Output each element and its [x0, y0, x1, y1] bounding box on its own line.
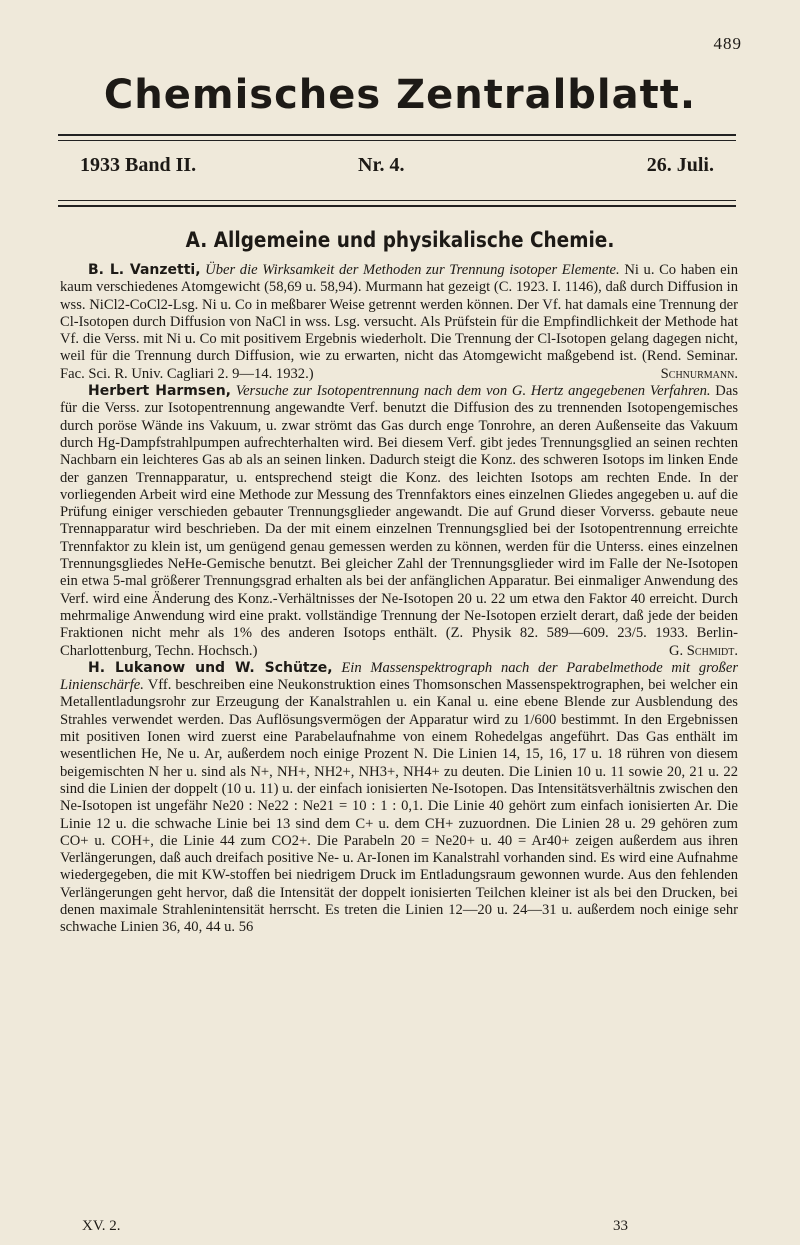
issue-line [80, 154, 714, 182]
article-body [60, 262, 738, 937]
bottom-rule-thin [58, 200, 736, 201]
article-2-author: Herbert Harmsen, [88, 383, 231, 400]
article-1-text: Ni u. Co haben ein kaum verschiedenes Atomgewicht (58,69 u. 58,94). Murmann hat gezeigt (C. 1923. I. 1146), daß durch Diffusion in wss. NiCl2-CoCl2-Lsg. Ni u. Co in meßbarer Weise getrennt werden können. Der Vf. hat damals eine Trennung der Cl-Isotopen durch Diffusion von NaCl in wss. Lsg. versucht. Als Prüfstein für die Empfindlichkeit der Methode hat Vf. die Verss. mit Ni u. Co mit positivem Ergebnis wiederholt. Die Trennung der Cl-Isotopen gelang dagegen nicht, weil für die Trennung durch Diffusion, wie zu erwarten, nicht das Atomgewicht maßgebend ist. (Rend. Seminar. Fac. Sci. R. Univ. Cagliari 2. 9—14. 1932.) [60, 262, 739, 382]
article-3 [60, 660, 738, 937]
section-title: A. Allgemeine und physikalische Chemie. [185, 228, 615, 252]
article-2 [60, 383, 738, 660]
article-2-text: Das für die Verss. zur Isotopentrennung angewandte Verf. benutzt die Diffusion des zu trennenden Isotopengemisches durch poröse Wände ins Vakuum, u. zwar strömt das Gas durch enge Tonrohre, an deren Außenseite das Vakuum durch Hg-Dampfstrahlpumpen aufrechterhalten wird. Bei diesem Verf. gibt jedes Trennungsglied an seinen rechten Nachbarn ein leichteres Gas ab als an seinen linken. Dadurch steigt die Konz. des schweren Isotops im linken Ende der ganzen Trennapparatur, u. entsprechend steigt die Konz. des leichten Isotops am rechten Ende. In der vorliegenden Arbeit wird eine Methode zur Messung des Trennfaktors eines einzelnen Gliedes angegeben u. auf die Prüfung einiger verschieden gebauter Trennungsglieder angewandt. Die auf Grund dieser Vorverss. gebaute neue Trennapparatur wird beschrieben. Da der mit einem einzelnen Trennungsglied bei der Isotopentrennung erreichte Trennfaktor zu klein ist, um genügend genau gemessen werden zu können, werden für die Unterss. eines einzelnen Trennungsgliedes NeHe-Gemische benutzt. Bei gleicher Zahl der Trennungsglieder wird im Falle der Ne-Isotopen ein etwa 5-mal größerer Trennungsgrad erhalten als bei der anfänglichen Apparatur. Bei einmaliger Anwendung des Verf. wird eine Änderung des Konz.-Verhältnisses der Ne-Isotopen 20 u. 22 um etwa den Faktor 40 erreicht. Durch mehrmalige Anwendung wird eine prakt. vollständige Trennung der Ne-Isotopen erzielt derart, daß jede der beiden Fraktionen nicht mehr als 1% des anderen Isotops enthält. (Z. Physik 82. 589—609. 23/5. 1933. Berlin-Charlottenburg, Techn. Hochsch.) [60, 383, 738, 659]
issue-year-band: 1933 Band II. [80, 154, 197, 176]
issue-date: 26. Juli. [646, 154, 714, 176]
footer-sheet-number: 33 [613, 1218, 628, 1234]
top-rule [58, 134, 736, 136]
article-2-title: Versuche zur Isotopentrennung nach dem von G. Hertz angegebenen Verfahren. [235, 383, 711, 400]
article-1 [60, 262, 738, 383]
article-1-author: B. L. Vanzetti, [88, 262, 201, 278]
top-rule-thin [58, 140, 736, 141]
issue-number: Nr. 4. [358, 154, 405, 176]
article-3-title: Ein Massenspektrograph nach der Parabelmethode mit großer Linienschärfe. [60, 659, 739, 694]
page-number: 489 [713, 34, 742, 53]
footer-signature-mark: XV. 2. [82, 1218, 121, 1234]
article-2-signature: G. Schmidt. [668, 642, 738, 659]
article-3-author: H. Lukanow und W. Schütze, [88, 659, 333, 676]
article-3-text: Vff. beschreiben eine Neukonstruktion eines Thomsonschen Massenspektrographen, bei welcher ein Metallentladungsrohr zur Erzeugung der Kanalstrahlen u. ein Kanal u. eine ebene Blende zur Ausblendung des Strahles verwendet werden. Das Auflösungsvermögen der Apparatur wird zu 1/600 bestimmt. In den Ergebnissen mit positiven Ionen wird zuerst eine Parabelaufnahme von einem Rohedelgas angeführt. Das Gas enthält im wesentlichen He, Ne u. Ar, außerdem noch einige Prozent N. Die Linien 14, 15, 16, 17 u. 18 rühren von diesem beigemischten N her u. sind als N+, NH+, NH2+, NH3+, NH4+ zu deuten. Die Linien 10 u. 11 sowie 20, 21 u. 22 sind die Linien der doppelt (10 u. 11) u. der einfach ionisierten Ne-Isotopen. Das Intensitätsverhältnis zwischen den Ne-Isotopen ist ungefähr Ne20 : Ne22 : Ne21 = 10 : 1 : 0,1. Die Linie 40 gehört zum einfach ionisierten Ar. Die Linie 12 u. die schwache Linie bei 13 sind dem C+ u. dem CH+ zuzuordnen. Die Linien 28 u. 29 gehören zum CO+ u. COH+, die Linie 44 zum CO2+. Die Parabeln 20 = Ne20+ u. 40 = Ar40+ zeigen außerdem aus ihren Verlängerungen, daß auch dreifach positive Ne- u. Ar-Ionen im Kanalstrahl vorhanden sind. Es wird eine Aufnahme wiedergegeben, die mit KW-stoffen bei niedrigem Druck im Entladungsraum gewonnen wurde. Aus den fehlenden Verlängerungen geht hervor, daß die Intensität der doppelt ionisierten Teilchen kleiner ist als bei den Drucken, bei denen maximale Strahlenintensität herrscht. Es treten die Linien 12—20 u. 24—31 u. außerdem noch einige sehr schwache Linien 36, 40, 44 u. 56 [60, 677, 738, 936]
bottom-rule [58, 205, 736, 207]
journal-masthead: Chemisches Zentralblatt. [103, 72, 697, 118]
article-1-signature: Schnurmann. [660, 365, 738, 382]
article-1-title: Über die Wirksamkeit der Methoden zur Trennung isotoper Elemente. [205, 262, 620, 278]
